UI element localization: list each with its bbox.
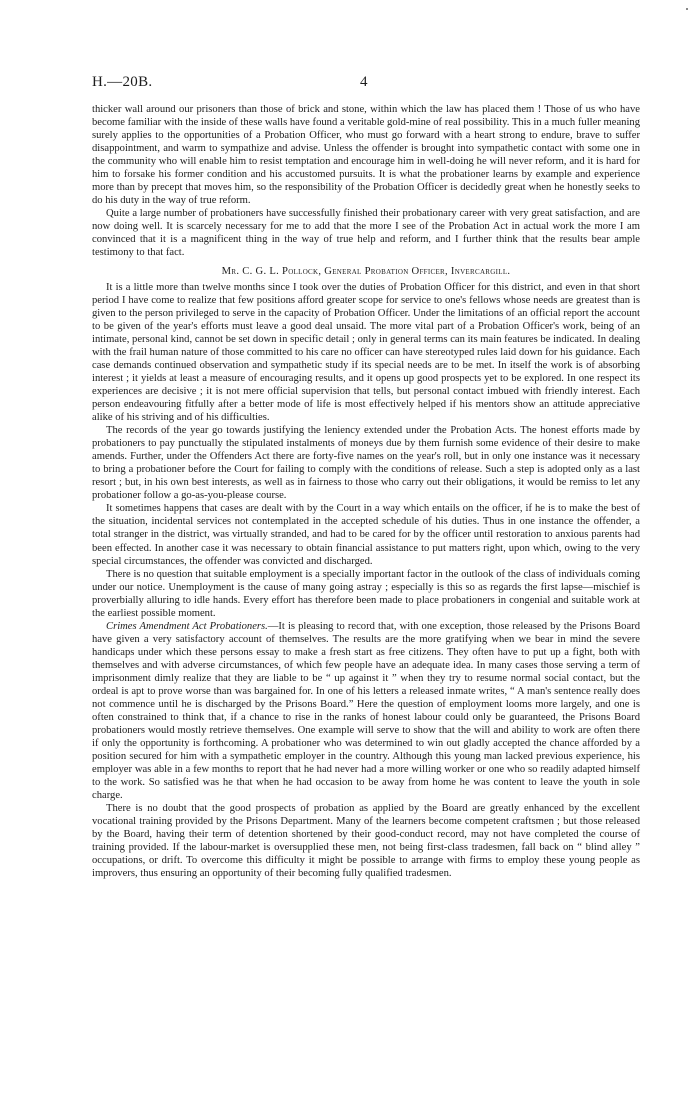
- section-heading: Mr. C. G. L. Pollock, General Probation Officer, Invercargill.: [221, 266, 511, 278]
- paragraph: The records of the year go towards justifying the leniency extended under the Probation Acts. The honest efforts made by probationers to pay punctually the stipulated instalments of moneys due by them furnish some evidence of their desire to make amends. Further, under the Offenders Act there are forty-five names on the year's roll, but in only one instance was it necessary to bring a probationer before the Court for failing to comply with the conditions of release. Such a step is adopted only as a last resort ; but, in his own best interests, as well as in fairness to those who carry out their obligations, it would be remiss to let any probationer follow a go-as-you-please course.: [92, 425, 640, 502]
- paragraph-text: —It is pleasing to record that, with one exception, those released by the Prisons Board have given a very satisfactory account of themselves. The results are the more gratifying when we bear in mind the severe handicaps under which these persons essay to make a fresh start as free citizens. They often have to put up a fight, both with themselves and with adverse circumstances, of which few people have an adequate idea. In many cases those serving a term of imprisonment dimly realize that they are liable to be “ up against it ” when they try to resume normal social contact, but the ordeal is apt to prove worse than was bargained for. In one of his letters a released inmate writes, “ A man's sentence really does not commence until he is discharged by the Prisons Board.” Here the question of employment looms more largely, and one is often constrained to think that, if a chance to rise in the ranks of honest labour could only be guaranteed, the Prisons Board probationers would mostly retrieve themselves. One example will serve to show that the will and ability to work are often there if only the opportunity is forthcoming. A probationer who was determined to win out gladly accepted the chance afforded by a position secured for him with a sympathetic employer in the country. Although this young man lacked previous experience, his employer was able in a few months to report that he had never had a more willing worker or one who so readily adapted himself to the work. So satisfied was he that when he had occasion to be away from home he was content to leave the youth in sole charge.: [92, 620, 640, 801]
- paragraph: There is no doubt that the good prospects of probation as applied by the Board are greatly enhanced by the excellent vocational training provided by the Prisons Department. Many of the learners become competent craftsmen ; but those released by the Board, having their term of detention shortened by their good-conduct record, may not have completed the course of training provided. If the labour-market is oversupplied these men, not being first-class tradesmen, fall back on “ blind alley ” occupations, or drift. To overcome this difficulty it might be possible to arrange with firms to employ these young people as improvers, thus ensuring an opportunity of their becoming fully qualified tradesmen.: [92, 802, 640, 879]
- document-reference: H.—20B.: [92, 74, 153, 90]
- document-page: [92, 72, 640, 880]
- scan-speck: [686, 8, 688, 10]
- paragraph: [92, 620, 640, 802]
- paragraph: There is no question that suitable employment is a specially important factor in the outlook of the class of individuals coming under our notice. Unemployment is the cause of many going astray ; especially is this so as regards the first lapse—mischief is proverbially alluring to idle hands. Every effort has therefore been made to place probationers in congenial and suitable work at the earliest possible moment.: [92, 568, 640, 619]
- page-number: 4: [360, 74, 368, 90]
- paragraph: Quite a large number of probationers have successfully finished their probationary career with very great satisfaction, and are now doing well. It is scarcely necessary for me to add that the more I see of the Probation Act in actual work the more I am convinced that it is a magnificent thing in the way of true help and reform, and I further think that the results bear ample testimony to that fact.: [92, 208, 640, 259]
- paragraph-continuation: thicker wall around our prisoners than those of brick and stone, within which the law has placed them ! Those of us who have become familiar with the inside of these walls have found a veritable gold-mine of real possibility. This in a much fuller meaning surely applies to the opportunities of a Probation Officer, who must go forward with a heart strong to endure, brave to suffer disappointment, and warm to sympathize and advise. Unless the offender is brought into sympathetic contact with some one in the community who will enable him to resist temptation and encourage him in well-doing he will never reform, and it is hard for him to forsake his former condition and his accustomed pursuits. It is what the probationer learns by example and experience more than by precept that moves him, so the responsibility of the Probation Officer is decidedly great when he honestly seeks to do his duty in the way of true reform.: [92, 104, 640, 207]
- paragraph: It is a little more than twelve months since I took over the duties of Probation Officer for this district, and even in that short period I have come to realize that few positions afford greater scope for service to one's fellows whose needs are greatest than is given to the person privileged to serve in the capacity of Probation Officer. Under the limitations of an official report the account to be given of the year's efforts must leave a good deal unsaid. The more vital part of a Probation Officer's work, being of an intimate, personal kind, cannot be set down in specific detail ; only in general terms can its main features be indicated. In dealing with the frail human nature of those committed to his care no officer can have stereotyped rules laid down for his guidance. Each case demands continued observation and sympathetic study if its special needs are to be met. In itself the work is of absorbing interest ; it yields at least a measure of encouraging results, and it opens up good prospects yet to be explored. In one respect its experiences are decisive ; it is not mere official supervision that tells, but personal contact imbued with friendly interest. Each person endeavouring fitfully after a better mode of life is most effectively helped if his mentors show an attitude appreciative alike of his striving and of his difficulties.: [92, 282, 640, 424]
- paragraph: It sometimes happens that cases are dealt with by the Court in a way which entails on the officer, if he is to make the best of the situation, incidental services not contemplated in the accepted schedule of his duties. Thus in one instance the offender, a total stranger in the district, was virtually stranded, and had to be cared for by the officer until restoration to anxious parents had been effected. In another case it was necessary to obtain financial assistance to put matters right, upon which, owing to the very special circumstances, the offender was convicted and discharged.: [92, 503, 640, 567]
- paragraph-lead-italic: Crimes Amendment Act Probationers.: [106, 620, 268, 632]
- document-body: [92, 103, 640, 880]
- page-header: [92, 72, 640, 94]
